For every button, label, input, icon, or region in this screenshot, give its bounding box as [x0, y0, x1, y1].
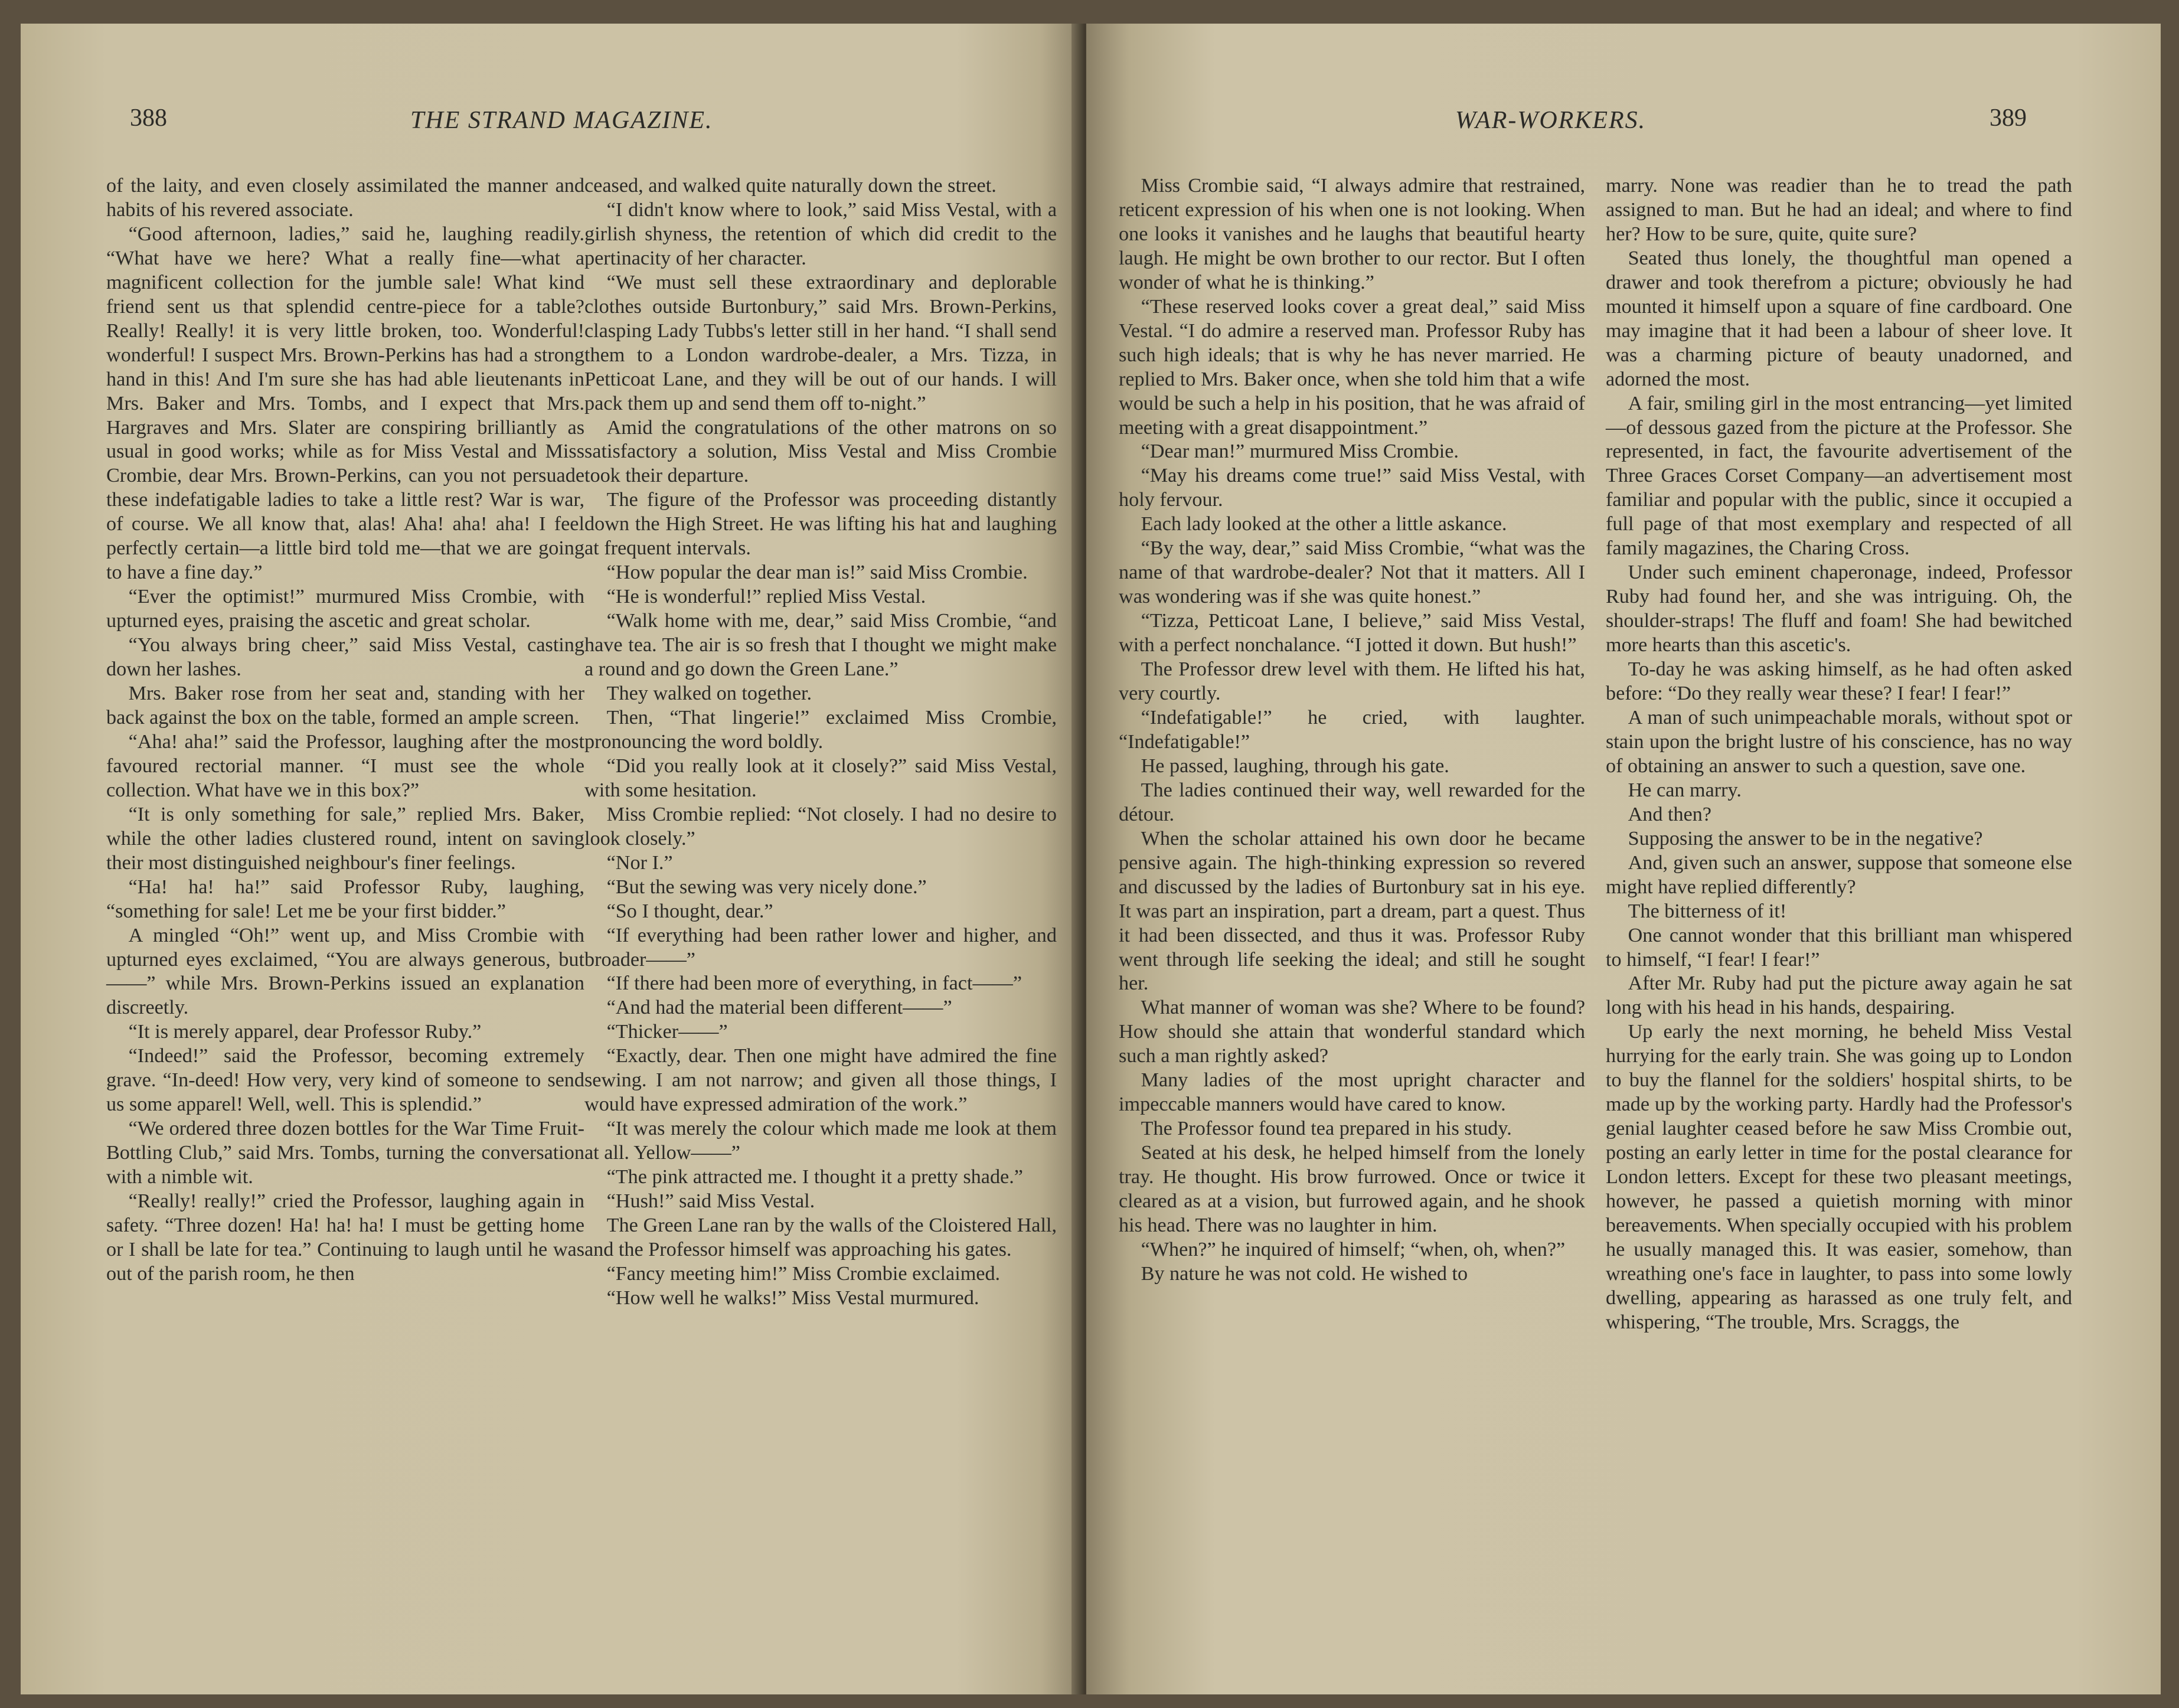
- paragraph: The figure of the Professor was proceeding distantly down the High Street. He was lifting his hat and laughing at frequent intervals.: [584, 489, 1057, 560]
- paragraph: “We ordered three dozen bottles for the War Time Fruit-Bottling Club,” said Mrs. Tombs, turning the conversation with a nimble wit.: [106, 1118, 584, 1188]
- paragraph: “Exactly, dear. Then one might have admired the fine sewing. I am not narrow; and given all those things, I would have expressed admiration of the work.”: [584, 1045, 1057, 1116]
- paragraph: “When?” he inquired of himself; “when, oh, when?”: [1141, 1238, 1566, 1260]
- paragraph: “Ever the optimist!” murmured Miss Crombie, with upturned eyes, praising the ascetic and great scholar.: [106, 586, 584, 632]
- paragraph: Mrs. Baker rose from her seat and, standing with her back against the box on the table, formed an ample screen.: [106, 682, 584, 729]
- paragraph: “Dear man!” murmured Miss Crombie.: [1141, 440, 1459, 463]
- paragraph: Many ladies of the most upright character and impeccable manners would have cared to know.: [1119, 1069, 1585, 1116]
- paragraph: “It was merely the colour which made me look at them at all. Yellow——”: [584, 1118, 1057, 1164]
- paragraph: To-day he was asking himself, as he had often asked before: “Do they really wear these? I fear! I fear!”: [1606, 658, 2072, 705]
- paragraph: “So I thought, dear.”: [606, 900, 773, 922]
- paragraph: When the scholar attained his own door he became pensive again. The high-thinking expression so revered and discussed by the ladies of Burtonbury sat in his eye. It was part an inspiration, part a dream, part a quest. Thus it had been dissected, and thus it was. Professor Ruby went through life seeking the ideal; and still he sought her.: [1119, 827, 1585, 995]
- paragraph: A fair, smiling girl in the most entrancing—yet limited—of dessous gazed from the picture at the Professor. She represented, in fact, the favourite advertisement of the Three Graces Corset Company—an advertisement most familiar and popular with the public, since it occupied a full page of that most exemplary and respected of all family magazines, the Charing Cross.: [1606, 392, 2072, 560]
- paragraph: marry. None was readier than he to tread the path assigned to man. But he had an ideal; and where to find her? How to be sure, quite, quite sure?: [1606, 175, 2072, 245]
- paragraph: “It is only something for sale,” replied Mrs. Baker, while the other ladies clustered round, intent on saving their most distinguished neighbour's finer feelings.: [106, 803, 584, 874]
- paragraph: “If there had been more of everything, in fact——”: [606, 972, 1022, 995]
- paragraph: “Ha! ha! ha!” said Professor Ruby, laughing, “something for sale! Let me be your first bidder.”: [106, 876, 584, 922]
- text-column-left-2: [584, 174, 1057, 1311]
- paragraph: “We must sell these extraordinary and deplorable clothes outside Burtonbury,” said Mrs. Brown-Perkins, clasping Lady Tubbs's letter still in her hand. “I shall send them to a London wardrobe-dealer, a Mrs. Tizza, in Petticoat Lane, and they will be out of our hands. I will pack them up and send them off to-night.”: [584, 271, 1057, 414]
- paragraph: “Walk home with me, dear,” said Miss Crombie, “and have tea. The air is so fresh that I thought we might make a round and go down the Green Lane.”: [584, 610, 1057, 681]
- paragraph: “Did you really look at it closely?” said Miss Vestal, with some hesitation.: [584, 755, 1057, 801]
- paragraph: Miss Crombie said, “I always admire that restrained, reticent expression of his when one is not looking. When one looks it vanishes and he laughs that beautiful hearty laugh. He might be own brother to our rector. But I often wonder of what he is thinking.”: [1119, 175, 1585, 293]
- left-page: [21, 24, 1083, 1694]
- paragraph: A man of such unimpeachable morals, without spot or stain upon the bright lustre of his conscience, has no way of obtaining an answer to such a question, save one.: [1606, 706, 2072, 777]
- paragraph: Then, “That lingerie!” exclaimed Miss Crombie, pronouncing the word boldly.: [584, 706, 1057, 753]
- paragraph: Amid the congratulations of the other matrons on so satisfactory a solution, Miss Vestal and Miss Crombie took their departure.: [584, 416, 1057, 487]
- running-head: WAR-WORKERS.: [1455, 107, 1646, 134]
- paragraph: By nature he was not cold. He wished to: [1141, 1262, 1468, 1285]
- paragraph: Under such eminent chaperonage, indeed, Professor Ruby had found her, and she was intriguing. Oh, the shoulder-straps! The fluff and foam! She had bewitched more hearts than this ascetic's.: [1606, 561, 2072, 657]
- paragraph: Up early the next morning, he beheld Miss Vestal hurrying for the early train. She was going up to London to buy the flannel for the soldiers' hospital shirts, to be made up by the working party. Hardly had the Professor's genial laughter ceased before he saw Miss Crombie out, posting an early letter in time for the postal clearance for London letters. Except for these two pleasant meetings, however, he passed a quietish morning with minor bereavements. When specially occupied with his problem he usually managed this. It was easier, somehow, than wreathing one's face in laughter, to pass into some lowly dwelling, appearing as harassed as one truly felt, and whispering, “The trouble, Mrs. Scraggs, the: [1606, 1021, 2072, 1333]
- paragraph: A mingled “Oh!” went up, and Miss Crombie with upturned eyes exclaimed, “You are always generous, but——” while Mrs. Brown-Perkins issued an explanation discreetly.: [106, 924, 584, 1019]
- paragraph: “If everything had been rather lower and higher, and broader——”: [584, 924, 1057, 971]
- paragraph: “By the way, dear,” said Miss Crombie, “what was the name of that wardrobe-dealer? Not that it matters. All I was wondering was if she was quite honest.”: [1119, 537, 1585, 608]
- paragraph: “You always bring cheer,” said Miss Vestal, casting down her lashes.: [106, 634, 584, 681]
- paragraph: They walked on together.: [606, 682, 812, 705]
- text-column-right-1: [1119, 174, 1585, 1286]
- paragraph: And, given such an answer, suppose that someone else might have replied differently?: [1606, 851, 2072, 898]
- paragraph: “The pink attracted me. I thought it a pretty shade.”: [606, 1166, 1023, 1188]
- paragraph: “Thicker——”: [606, 1021, 728, 1043]
- paragraph: Each lady looked at the other a little askance.: [1141, 513, 1507, 535]
- page-number: 389: [1989, 104, 2027, 132]
- paragraph: Miss Crombie replied: “Not closely. I had no desire to look closely.”: [584, 803, 1057, 850]
- paragraph: After Mr. Ruby had put the picture away again he sat long with his head in his hands, despairing.: [1606, 972, 2072, 1019]
- paragraph: The Green Lane ran by the walls of the Cloistered Hall, and the Professor himself was approaching his gates.: [584, 1214, 1057, 1260]
- paragraph: “I didn't know where to look,” said Miss Vestal, with a girlish shyness, the retention of which did credit to the pertinacity of her character.: [584, 198, 1057, 269]
- text-column-right-2: [1606, 174, 2072, 1335]
- paragraph: “And had the material been different——”: [606, 997, 952, 1019]
- paragraph: “Good afternoon, ladies,” said he, laughing readily. “What have we here? What a really fine—what a magnificent collection for the jumble sale! What kind friend sent us that splendid centre-piece for a table? Really! Really! it is very little broken, too. Wonderful! wonderful! I suspect Mrs. Brown-Perkins has had a strong hand in this! And I'm sure she has had able lieutenants in Mrs. Baker and Mrs. Tombs, and I expect that Mrs. Hargraves and Mrs. Slater are conspiring brilliantly as usual in good works; while as for Miss Vestal and Miss Crombie, dear Mrs. Brown-Perkins, can you not persuade these indefatigable ladies to take a little rest? War is war, of course. We all know that, alas! Aha! aha! aha! I feel perfectly certain—a little bird told me—that we are going to have a fine day.”: [106, 223, 584, 584]
- paragraph: “Hush!” said Miss Vestal.: [606, 1190, 815, 1213]
- paragraph: The Professor found tea prepared in his study.: [1141, 1118, 1512, 1140]
- paragraph: “Indeed!” said the Professor, becoming extremely grave. “In-deed! How very, very kind of someone to send us some apparel! Well, well. This is splendid.”: [106, 1045, 584, 1116]
- paragraph: “Fancy meeting him!” Miss Crombie exclaimed.: [606, 1262, 1001, 1285]
- paragraph: He can marry.: [1628, 779, 1742, 801]
- paragraph: The bitterness of it!: [1628, 900, 1787, 922]
- paragraph: One cannot wonder that this brilliant man whispered to himself, “I fear! I fear!”: [1606, 924, 2072, 971]
- paragraph: “These reserved looks cover a great deal,” said Miss Vestal. “I do admire a reserved man. Professor Ruby has such high ideals; that is why he has never married. He replied to Mrs. Baker once, when she told him that a wife would be such a help in his position, that he was afraid of meeting with a great disappointment.”: [1119, 295, 1585, 439]
- paragraph: of the laity, and even closely assimilated the manner and habits of his revered associate.: [106, 175, 584, 221]
- paragraph: The ladies continued their way, well rewarded for the détour.: [1119, 779, 1585, 825]
- paragraph: He passed, laughing, through his gate.: [1141, 755, 1449, 777]
- paragraph: The Professor drew level with them. He lifted his hat, very courtly.: [1119, 658, 1585, 705]
- paragraph: “Tizza, Petticoat Lane, I believe,” said Miss Vestal, with a perfect nonchalance. “I jotted it down. But hush!”: [1119, 610, 1585, 657]
- paragraph: “Really! really!” cried the Professor, laughing again in safety. “Three dozen! Ha! ha! ha! I must be getting home or I shall be late for tea.” Continuing to laugh until he was out of the parish room, he then: [106, 1190, 584, 1285]
- paragraph: Seated thus lonely, the thoughtful man opened a drawer and took therefrom a picture; obviously he had mounted it himself upon a square of fine cardboard. One may imagine that it had been a labour of sheer love. It was a charming picture of beauty unadorned, and adorned the most.: [1606, 247, 2072, 390]
- paragraph: “Aha! aha!” said the Professor, laughing after the most favoured rectorial manner. “I must see the whole collection. What have we in this box?”: [106, 730, 584, 801]
- paragraph: “Indefatigable!” he cried, with laughter. “Indefatigable!”: [1119, 706, 1585, 753]
- paragraph: “Nor I.”: [606, 851, 673, 874]
- paragraph: And then?: [1628, 803, 1712, 825]
- paragraph: Seated at his desk, he helped himself from the lonely tray. He thought. His brow furrowed. Once or twice it cleared as at a vision, but furrowed again, and he shook his head. There was no laughter in him.: [1119, 1142, 1585, 1236]
- paragraph: ceased, and walked quite naturally down the street.: [584, 175, 997, 197]
- right-page: [1086, 24, 2161, 1694]
- paragraph: “How popular the dear man is!” said Miss Crombie.: [606, 561, 1028, 584]
- paragraph: What manner of woman was she? Where to be found? How should she attain that wonderful standard which such a man rightly asked?: [1119, 997, 1585, 1067]
- paragraph: “May his dreams come true!” said Miss Vestal, with holy fervour.: [1119, 465, 1585, 511]
- paragraph: “It is merely apparel, dear Professor Ruby.”: [128, 1021, 482, 1043]
- paragraph: “He is wonderful!” replied Miss Vestal.: [606, 586, 926, 608]
- paragraph: Supposing the answer to be in the negative?: [1628, 827, 1983, 850]
- page-number: 388: [130, 104, 167, 132]
- text-column-left-1: [106, 174, 584, 1286]
- paragraph: “But the sewing was very nicely done.”: [606, 876, 927, 898]
- paragraph: “How well he walks!” Miss Vestal murmured.: [606, 1286, 979, 1309]
- running-head: THE STRAND MAGAZINE.: [410, 107, 713, 134]
